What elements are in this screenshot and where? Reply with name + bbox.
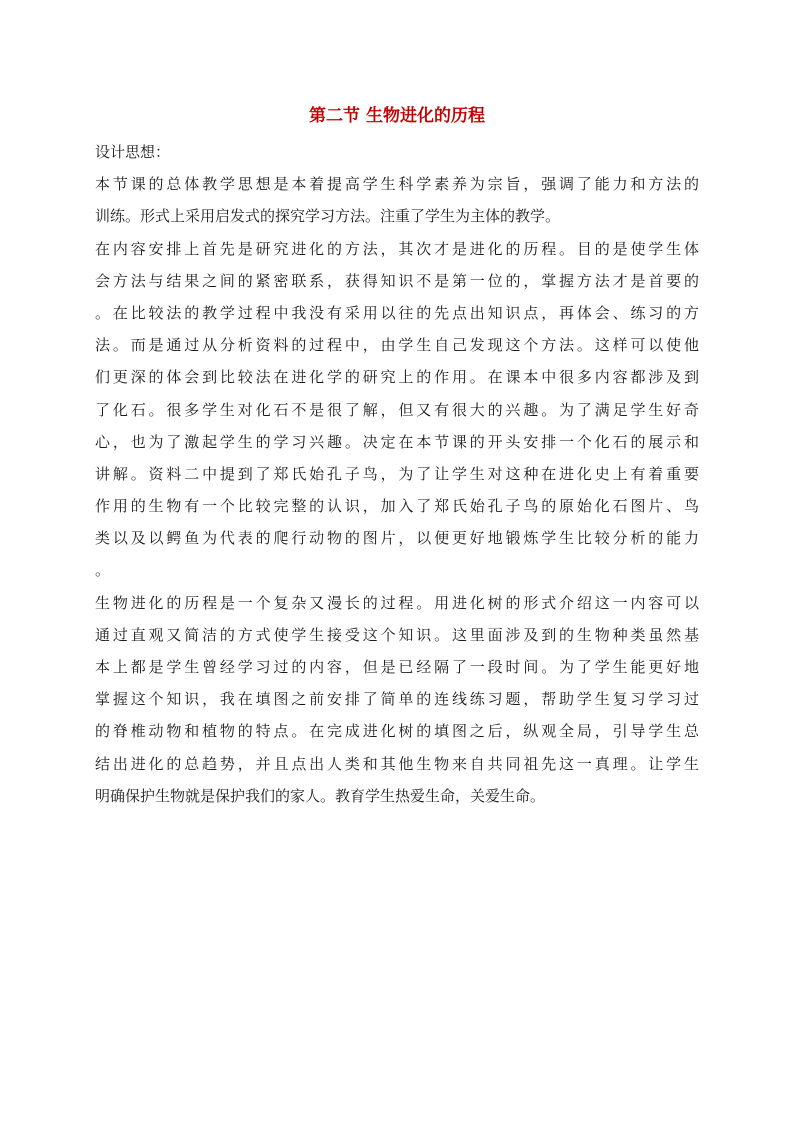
paragraph-line: 本上都是学生曾经学习过的内容，但是已经隔了一段时间。为了学生能更好地	[95, 658, 699, 676]
paragraph-line: 通过直观又简洁的方式使学生接受这个知识。这里面涉及到的生物种类虽然基	[95, 625, 699, 644]
paragraph-line: 明确保护生物就是保护我们的家人。教育学生热爱生命，关爱生命。	[95, 786, 546, 805]
paragraph-line: 掌握这个知识，我在填图之前安排了简单的连线练习题，帮助学生复习学习过	[95, 690, 699, 709]
paragraph-2	[95, 233, 699, 587]
paragraph-line: 的脊椎动物和植物的特点。在完成进化树的填图之后，纵观全局，引导学生总	[95, 722, 699, 741]
paragraph-line: 本节课的总体教学思想是本着提高学生科学素养为宗旨，强调了能力和方法的	[95, 175, 699, 194]
paragraph-line: 训练。形式上采用启发式的探究学习方法。注重了学生为主体的教学。	[95, 207, 561, 226]
paragraph-line: 法。而是通过从分析资料的过程中，由学生自己发现这个方法。这样可以使他	[95, 336, 699, 355]
paragraph-line: 了化石。很多学生对化石不是很了解，但又有很大的兴趣。为了满足学生好奇	[95, 400, 699, 419]
paragraph-line: 会方法与结果之间的紧密联系，获得知识不是第一位的，掌握方法才是首要的	[95, 271, 699, 290]
paragraph-line: 类以及以鳄鱼为代表的爬行动物的图片，以便更好地锻炼学生比较分析的能力	[95, 529, 699, 548]
paragraph-line: 生物进化的历程是一个复杂又漫长的过程。用进化树的形式介绍这一内容可以	[95, 593, 699, 612]
paragraph-3	[95, 587, 699, 812]
paragraph-1	[95, 168, 699, 232]
paragraph-line: 在内容安排上首先是研究进化的方法，其次才是进化的历程。目的是使学生体	[95, 239, 699, 258]
paragraph-line: 心，也为了激起学生的学习兴趣。决定在本节课的开头安排一个化石的展示和	[95, 432, 699, 451]
document-page	[95, 102, 699, 812]
paragraph-line: 。	[95, 561, 111, 580]
section-heading: 设计思想：	[95, 143, 171, 161]
paragraph-line: 。在比较法的教学过程中我没有采用以往的先点出知识点，再体会、练习的方	[95, 303, 699, 322]
paragraph-line: 结出进化的总趋势，并且点出人类和其他生物来自共同祖先这一真理。让学生	[95, 754, 699, 773]
paragraph-line: 们更深的体会到比较法在进化学的研究上的作用。在课本中很多内容都涉及到	[95, 368, 699, 387]
paragraph-line: 讲解。资料二中提到了郑氏始孔子鸟，为了让学生对这种在进化史上有着重要	[95, 464, 699, 483]
paragraph-line: 作用的生物有一个比较完整的认识，加入了郑氏始孔子鸟的原始化石图片、鸟	[95, 497, 699, 516]
document-title: 第二节 生物进化的历程	[309, 106, 485, 126]
